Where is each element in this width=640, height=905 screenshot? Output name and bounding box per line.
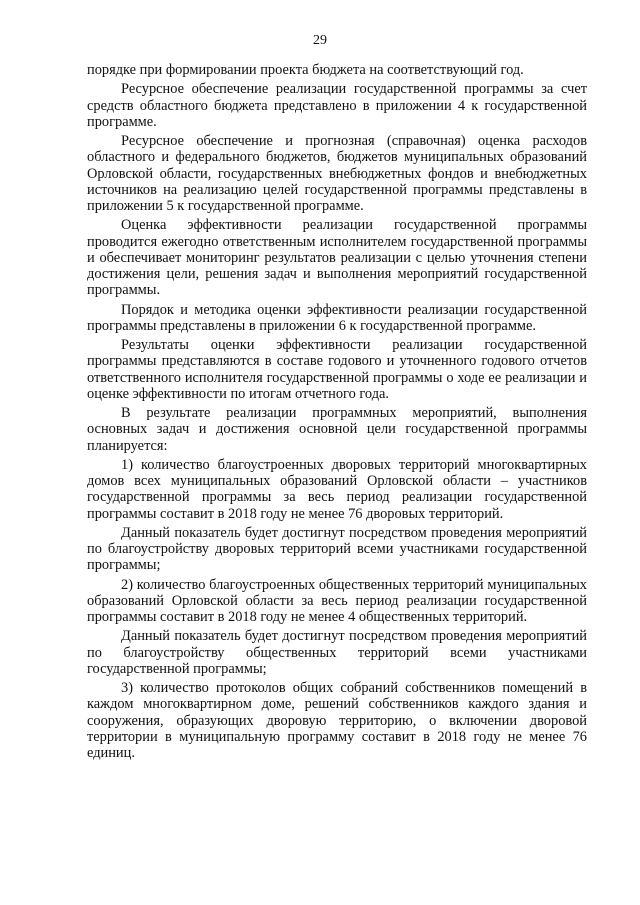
paragraph-resource-forecast: Ресурсное обеспечение и прогнозная (справочная) оценка расходов областного и федерального бюджетов, бюджетов муниципальных образований Орловской области, государственных внебюджетных фондов и внебюджетных источников на реализацию целей государственной программы представлены в приложении 5 к государственной программе. <box>87 133 587 214</box>
paragraph-planned-results-intro: В результате реализации программных мероприятий, выполнения основных задач и достижения основной цели государственной программы планируется: <box>87 405 587 454</box>
paragraph-indicator-2-achievement: Данный показатель будет достигнут посредством проведения мероприятий по благоустройству общественных территорий всеми участниками государственной программы; <box>87 628 587 677</box>
paragraph-efficiency-assessment: Оценка эффективности реализации государственной программы проводится ежегодно ответственным исполнителем государственной программы и обеспечивает мониторинг результатов реализации с целью уточнения степени достижения цели, решения задач и выполнения мероприятий государственной программы. <box>87 217 587 299</box>
paragraph-indicator-3: 3) количество протоколов общих собраний собственников помещений в каждом многоквартирном доме, решений собственников каждого здания и сооружения, образующих дворовую территорию, о включении дворовой территории в муниципальную программу составит в 2018 году не менее 76 единиц. <box>87 680 587 761</box>
page-number: 29 <box>313 33 327 48</box>
paragraph-indicator-2: 2) количество благоустроенных общественных территорий муниципальных образований Орловской области за весь период реализации государственной программы составит в 2018 году не менее 4 общественных территорий. <box>87 576 587 625</box>
paragraph-indicator-1: 1) количество благоустроенных дворовых территорий многоквартирных домов всех муниципальных образований Орловской области – участников государственной программы за весь период реализации государственной программы составит в 2018 году не менее 76 дворовых территорий. <box>87 456 587 522</box>
paragraph-regional-budget-resources: Ресурсное обеспечение реализации государственной программы за счет средств областного бюджета представлено в приложении 4 к государственной программе. <box>87 81 587 130</box>
paragraph-continuation: порядке при формировании проекта бюджета на соответствующий год. <box>87 62 524 78</box>
document-body <box>87 62 587 764</box>
paragraph-assessment-methodology: Порядок и методика оценки эффективности реализации государственной программы представлены в приложении 6 к государственной программе. <box>87 301 587 334</box>
paragraph-indicator-1-achievement: Данный показатель будет достигнут посредством проведения мероприятий по благоустройству дворовых территорий всеми участниками государственной программы; <box>87 524 587 574</box>
paragraph-assessment-results: Результаты оценки эффективности реализации государственной программы представляются в составе годового и уточненного годового отчетов ответственного исполнителя государственной программы о ходе ее реализации и оценке эффективности по итогам отчетного года. <box>87 337 587 402</box>
